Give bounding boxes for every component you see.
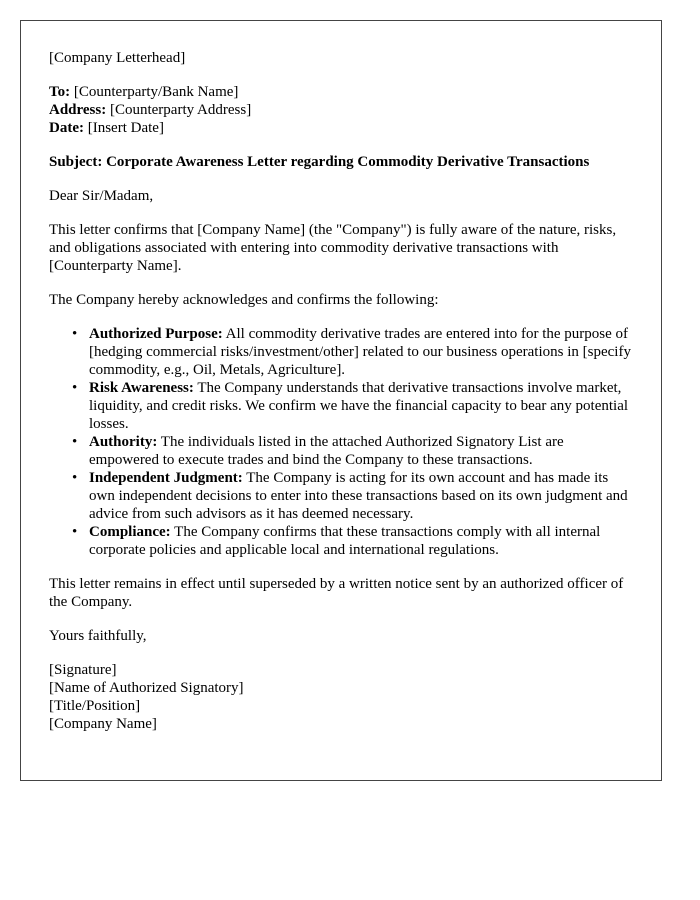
bullet-icon: •: [72, 326, 78, 342]
signature-line: [Signature]: [49, 662, 117, 678]
list-item: [72, 469, 633, 523]
subject-line: Subject: Corporate Awareness Letter regarding Commodity Derivative Transactions: [49, 154, 590, 170]
bullet-icon: •: [72, 470, 78, 486]
point-title: Independent Judgment:: [89, 470, 243, 486]
intro-paragraph: This letter confirms that [Company Name] (the "Company") is fully aware of the nature, risks, and obligations associated with entering into commodity derivative transactions with [Counterparty Name].: [49, 222, 617, 274]
signatory-name: [Name of Authorized Signatory]: [49, 680, 244, 696]
list-item: [72, 325, 633, 379]
point-text: The Company confirms that these transactions comply with all internal corporate policies and applicable local and international regulations.: [89, 524, 601, 558]
acknowledgement-paragraph: The Company hereby acknowledges and confirms the following:: [49, 292, 439, 308]
letterhead: [Company Letterhead]: [49, 50, 186, 66]
list-item: [72, 379, 633, 433]
recipient-block: [49, 83, 633, 137]
signature-block: [49, 661, 633, 733]
address-label: Address:: [49, 102, 107, 118]
point-title: Authorized Purpose:: [89, 326, 223, 342]
bullet-icon: •: [72, 380, 78, 396]
closing: Yours faithfully,: [49, 628, 147, 644]
bullet-icon: •: [72, 434, 78, 450]
date-value: [Insert Date]: [83, 120, 164, 136]
to-line: [49, 83, 633, 101]
letter-page: [20, 20, 662, 781]
address-value: [Counterparty Address]: [106, 102, 252, 118]
to-value: [Counterparty/Bank Name]: [70, 84, 239, 100]
point-title: Authority:: [89, 434, 158, 450]
validity-paragraph: This letter remains in effect until superseded by a written notice sent by an authorized officer of the Company.: [49, 576, 624, 610]
signatory-company: [Company Name]: [49, 716, 157, 732]
signatory-title: [Title/Position]: [49, 698, 141, 714]
salutation: Dear Sir/Madam,: [49, 188, 154, 204]
point-text: All commodity derivative trades are entered into for the purpose of [hedging commercial risks/investment/other] related to our business operations in [specify commodity, e.g., Oil, Metals, Agriculture].: [89, 326, 631, 378]
confirmation-list: [49, 325, 633, 559]
point-title: Compliance:: [89, 524, 171, 540]
date-line: [49, 119, 633, 137]
bullet-icon: •: [72, 524, 78, 540]
to-label: To:: [49, 84, 71, 100]
point-title: Risk Awareness:: [89, 380, 194, 396]
point-text: The Company is acting for its own account and has made its own independent decisions to enter into these transactions based on its own judgment and advice from such advisors as it has deemed necessary.: [89, 470, 628, 522]
address-line: [49, 101, 633, 119]
date-label: Date:: [49, 120, 84, 136]
point-text: The Company understands that derivative transactions involve market, liquidity, and credit risks. We confirm we have the financial capacity to bear any potential losses.: [89, 380, 629, 432]
list-item: [72, 433, 633, 469]
list-item: [72, 523, 633, 559]
point-text: The individuals listed in the attached Authorized Signatory List are empowered to execute trades and bind the Company to these transactions.: [89, 434, 564, 468]
